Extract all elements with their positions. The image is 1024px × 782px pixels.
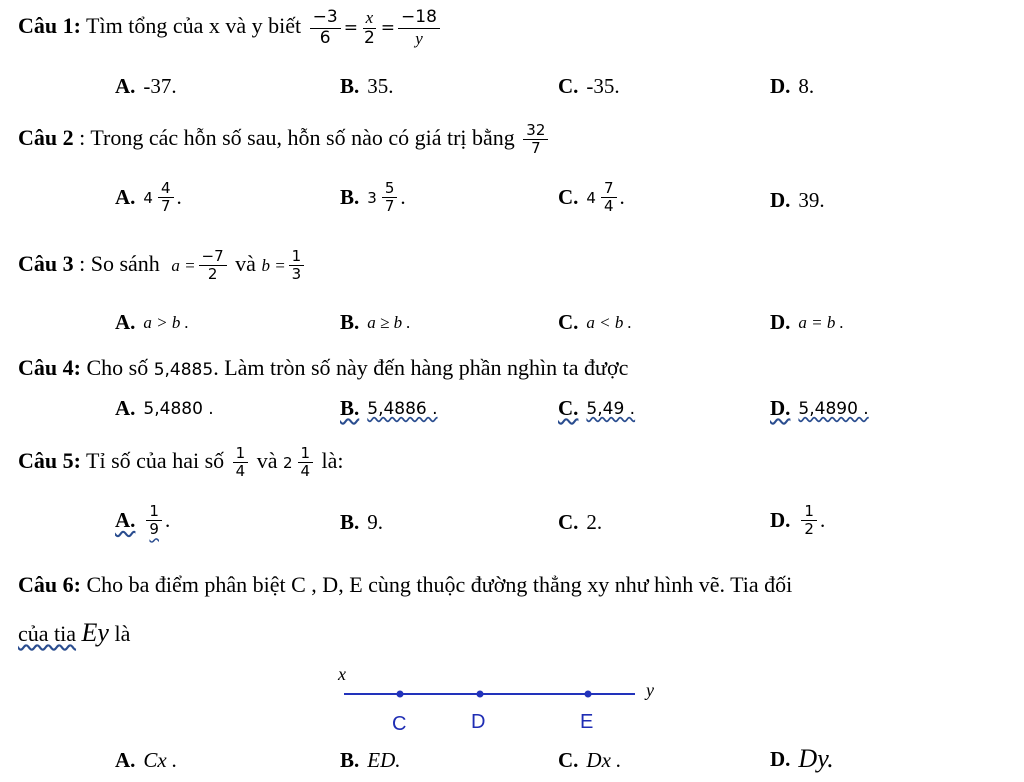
question-2 <box>18 122 551 158</box>
label-e: E <box>580 711 594 733</box>
question-label: Câu 5: <box>18 447 81 473</box>
label-x: x <box>338 664 346 684</box>
option-text: ED. <box>367 748 401 772</box>
point-c <box>397 691 404 698</box>
question-text: Cho ba điểm phân biệt C , D, E cùng thuộc đường thẳng xy như hình vẽ. Tia đối <box>80 572 793 597</box>
option-text: 2. <box>586 510 603 534</box>
option-a[interactable]: A. -37. <box>115 74 177 98</box>
fraction: $\frac{1}{3}$ <box>289 248 305 284</box>
option-text: a > b . <box>143 312 189 332</box>
label-c: C <box>392 713 407 735</box>
option-text: 8. <box>798 74 815 98</box>
question-text: . Làm tròn số này đến hàng phần nghìn ta được <box>213 355 629 380</box>
fraction: $\frac{-3}{6}$ <box>310 8 341 48</box>
option-d[interactable]: D. 39. <box>770 188 825 212</box>
mixed-number: 4 $\frac{7}{4}$ <box>586 180 619 216</box>
conjunction: và <box>256 447 278 473</box>
question-label: Câu 3 <box>18 250 74 276</box>
option-text: -35. <box>586 74 620 98</box>
option-b[interactable]: B. a ≥ b . <box>340 310 411 334</box>
option-text: a ≥ b . <box>367 312 411 332</box>
conjunction: và <box>235 250 256 276</box>
option-b[interactable]: B. 3 $\frac{5}{7}$ . <box>340 179 406 216</box>
fraction: $\frac{x}{2}$ <box>363 8 375 48</box>
option-text: 35. <box>367 74 394 98</box>
option-text: a < b . <box>586 312 632 332</box>
question-label: Câu 2 <box>18 124 74 150</box>
equals-sign: = <box>343 18 358 39</box>
question-text: Cho số <box>80 355 149 380</box>
option-d[interactable]: D. 8. <box>770 74 815 98</box>
option-text: 5,4880 . <box>143 398 214 419</box>
option-text: 5,4886 . <box>367 398 438 419</box>
option-c[interactable]: C. -35. <box>558 74 620 98</box>
equals-sign: = <box>380 18 396 39</box>
fraction: $\frac{-7}{2}$ <box>199 248 227 284</box>
mixed-number: 4 $\frac{4}{7}$ <box>143 180 176 216</box>
question-text: là <box>114 621 131 646</box>
question-6 <box>18 572 792 598</box>
line-figure <box>330 660 670 740</box>
option-a[interactable]: A. 4 $\frac{4}{7}$ . <box>115 179 182 216</box>
option-a[interactable]: A. a > b . <box>115 310 189 334</box>
option-text: 39. <box>798 188 825 212</box>
option-text: -37. <box>143 74 177 98</box>
question-text: Tìm tổng của x và y biết <box>80 13 302 39</box>
question-1 <box>18 8 443 48</box>
option-text: a = b . <box>798 312 844 332</box>
question-6-line-2 <box>18 618 130 648</box>
question-4 <box>18 355 628 381</box>
option-d[interactable]: D. $\frac{1}{2}$ . <box>770 502 826 539</box>
option-d[interactable]: D. 5,4890 . <box>770 396 869 420</box>
option-c[interactable]: C. 4 $\frac{7}{4}$ . <box>558 179 625 216</box>
fraction: $\frac{1}{9}$ <box>146 503 162 539</box>
option-c[interactable]: C. 2. <box>558 510 603 534</box>
point-d <box>477 691 484 698</box>
option-text: 9. <box>367 510 384 534</box>
label-d: D <box>471 711 486 733</box>
ray-label: Ey <box>81 618 109 647</box>
option-d[interactable]: D. a = b . <box>770 310 844 334</box>
label-y: y <box>646 680 654 700</box>
question-label: Câu 4: <box>18 355 81 380</box>
variable-a: a = <box>171 255 196 275</box>
option-c[interactable]: C. 5,49 . <box>558 396 636 420</box>
option-text: 5,4890 . <box>798 398 869 419</box>
option-text: Dy. <box>798 744 834 773</box>
option-text: Cx . <box>143 748 178 772</box>
question-label: Câu 1: <box>18 13 81 39</box>
option-d[interactable]: D. Dy. <box>770 744 834 773</box>
question-text: : So sánh <box>73 250 160 276</box>
question-text: Tỉ số của hai số <box>80 447 225 473</box>
variable-b: b = <box>261 255 286 275</box>
option-b[interactable]: B. 5,4886 . <box>340 396 438 420</box>
option-b[interactable]: B. 9. <box>340 510 384 534</box>
number-value: 5,4885 <box>153 360 214 380</box>
option-b[interactable]: B. ED. <box>340 748 401 772</box>
fraction: $\frac{1}{2}$ <box>801 503 817 539</box>
question-text: : Trong các hỗn số sau, hỗn số nào có giá trị bằng <box>73 124 515 150</box>
point-e <box>585 691 592 698</box>
question-3 <box>18 248 307 284</box>
question-text: là: <box>321 447 344 473</box>
option-c[interactable]: C. a < b . <box>558 310 632 334</box>
option-a[interactable]: A. $\frac{1}{9}$ . <box>115 502 171 539</box>
question-label: Câu 6: <box>18 572 81 597</box>
option-text: Dx . <box>586 748 622 772</box>
option-c[interactable]: C. Dx . <box>558 748 622 772</box>
question-text: của tia <box>18 621 77 646</box>
mixed-number: 2 $\frac{1}{4}$ <box>283 445 316 481</box>
fraction: $\frac{-18}{y}$ <box>398 8 440 48</box>
option-text: 5,49 . <box>586 398 636 419</box>
question-5 <box>18 445 344 481</box>
fraction: $\frac{32}{7}$ <box>523 122 548 158</box>
option-b[interactable]: B. 35. <box>340 74 394 98</box>
mixed-number: 3 $\frac{5}{7}$ <box>367 180 400 216</box>
option-a[interactable]: A. Cx . <box>115 748 178 772</box>
option-a[interactable]: A. 5,4880 . <box>115 396 214 420</box>
fraction: $\frac{1}{4}$ <box>233 445 249 481</box>
